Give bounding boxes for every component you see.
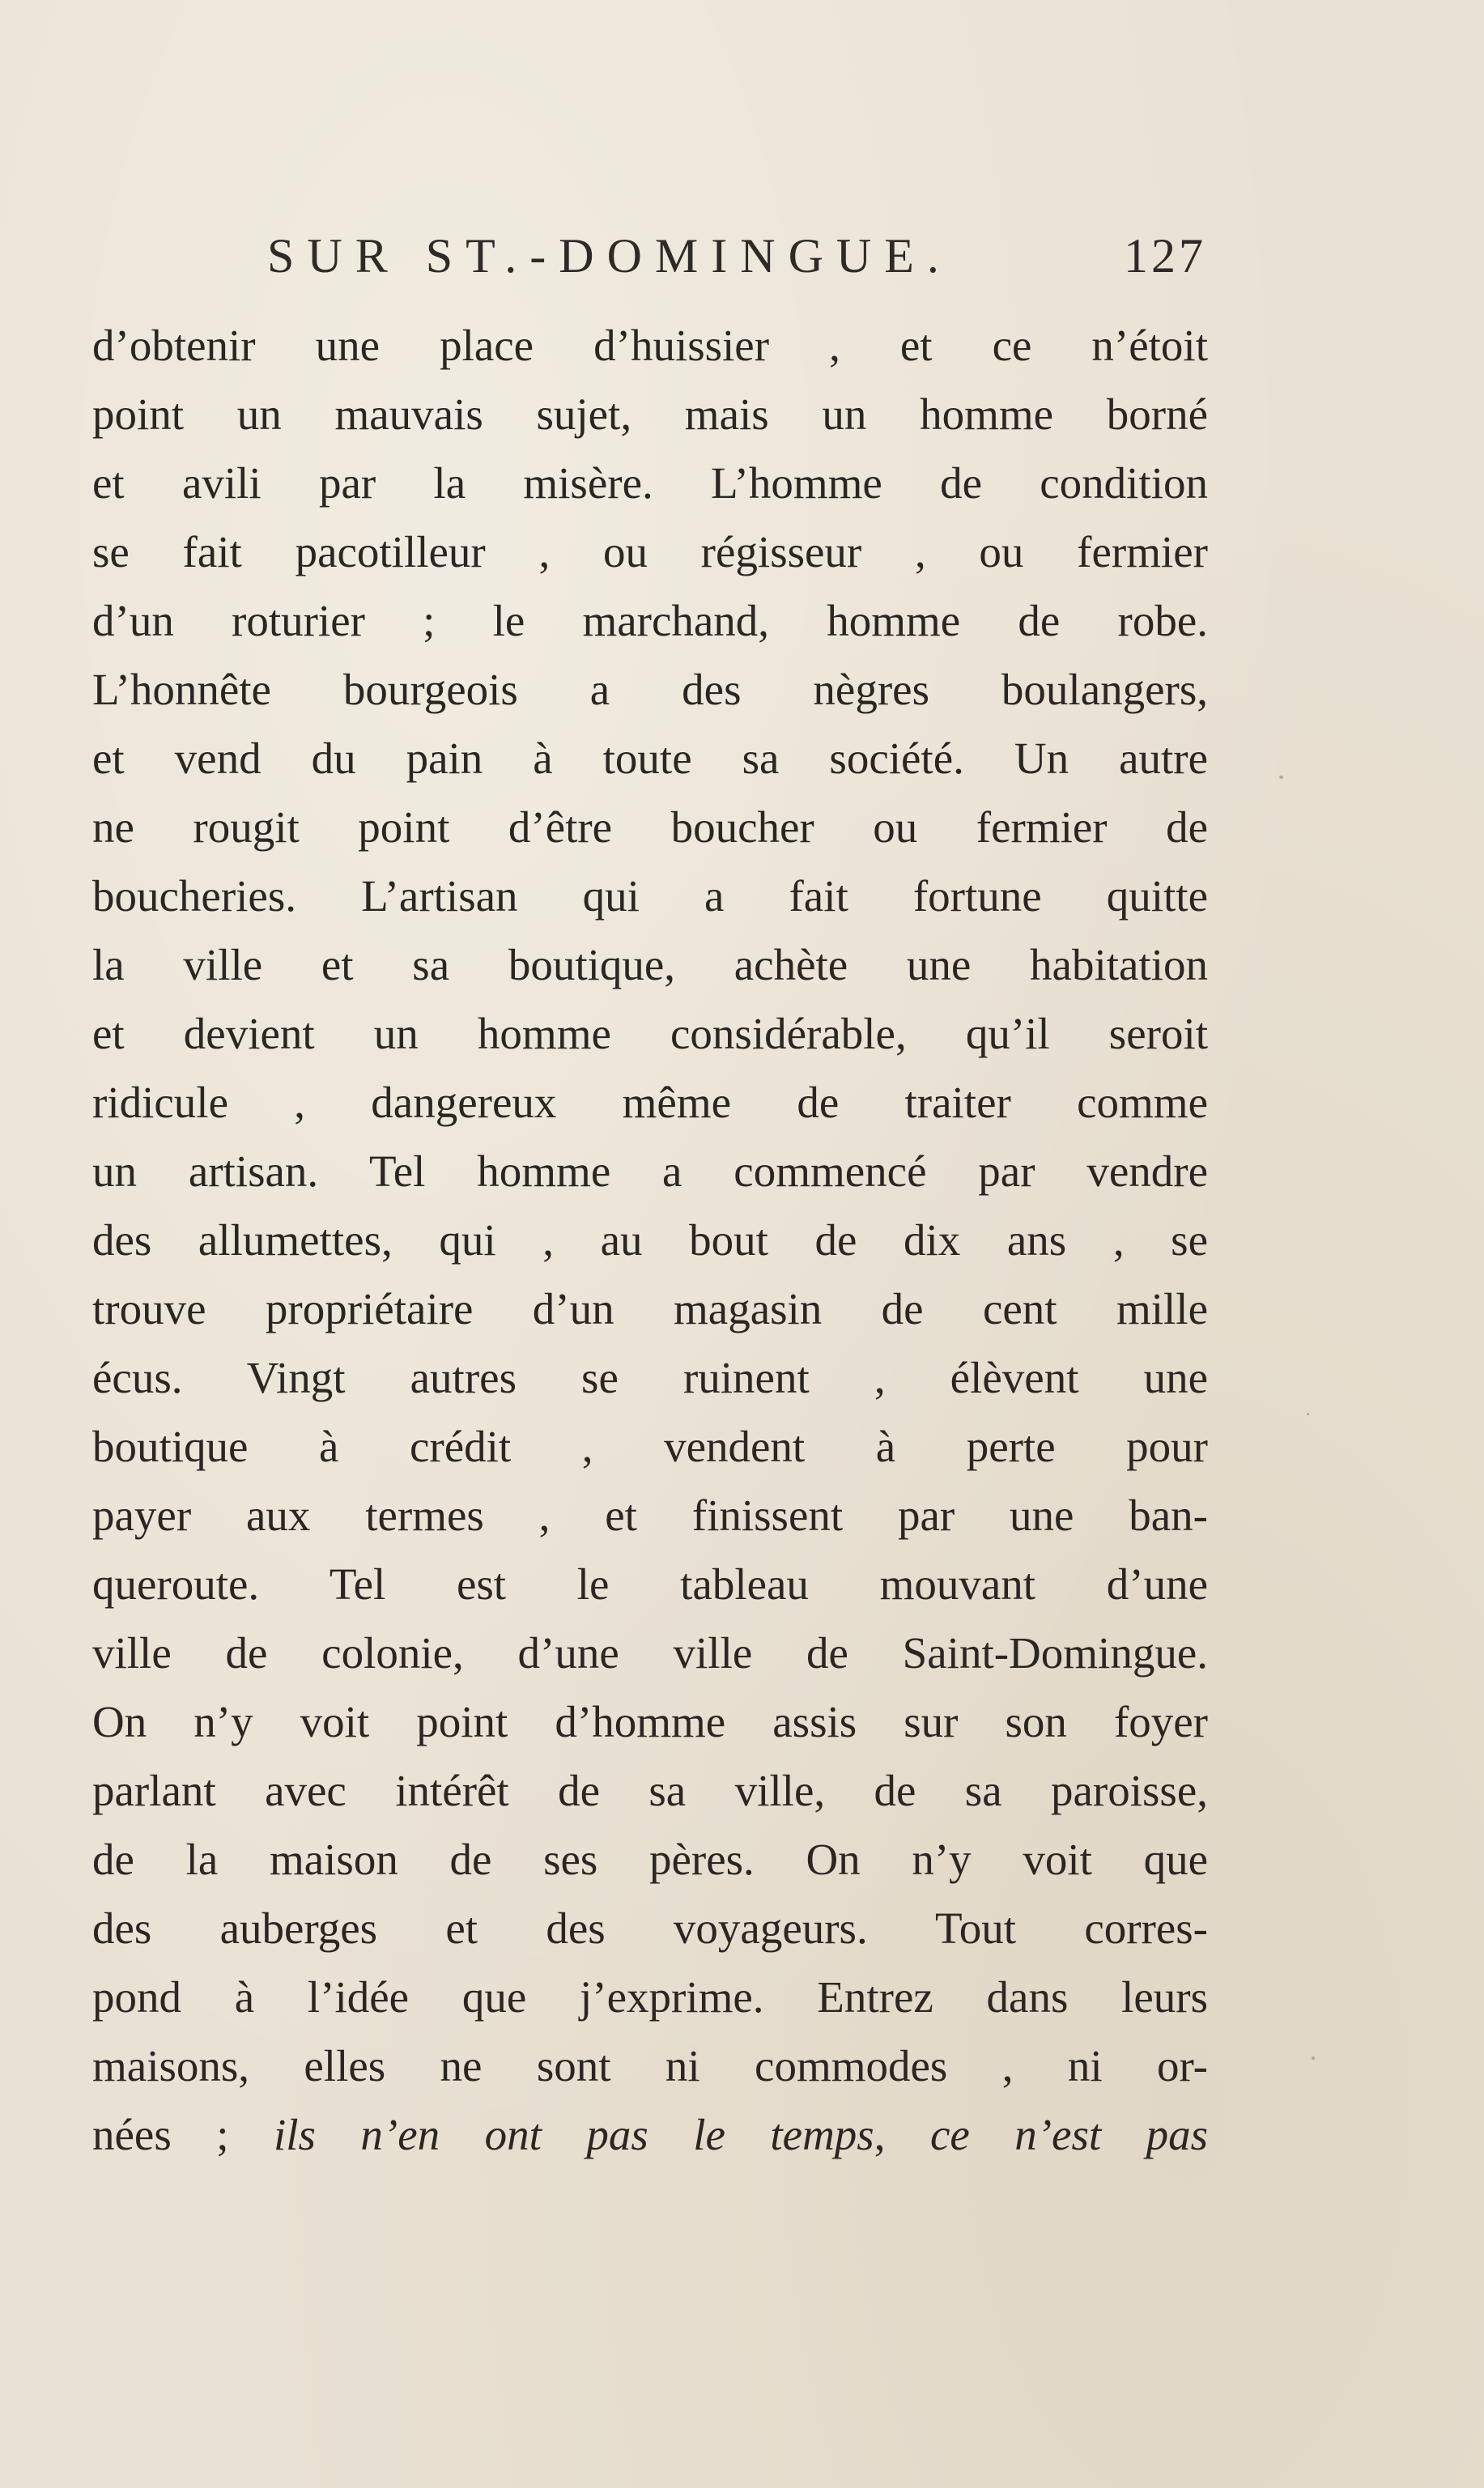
text-line: des auberges et des voyageurs. Tout corres- xyxy=(92,1903,1208,1953)
text-line: ville de colonie, d’une ville de Saint-Domingue. xyxy=(92,1628,1208,1678)
running-head-title: SUR ST.-DOMINGUE. xyxy=(267,229,952,283)
text-line-last xyxy=(92,2100,1208,2169)
text-line: d’obtenir une place d’huissier , et ce n’étoit xyxy=(92,321,1208,370)
body-text xyxy=(92,311,1208,2169)
text-line: écus. Vingt autres se ruinent , élèvent une xyxy=(92,1353,1208,1402)
text-line: et avili par la misère. L’homme de condition xyxy=(92,458,1208,508)
text-line: maisons, elles ne sont ni commodes , ni or- xyxy=(92,2041,1208,2090)
text-line: point un mauvais sujet, mais un homme borné xyxy=(92,389,1208,439)
text-line: trouve propriétaire d’un magasin de cent mille xyxy=(92,1284,1208,1333)
text-line: queroute. Tel est le tableau mouvant d’une xyxy=(92,1559,1208,1609)
text-line: d’un roturier ; le marchand, homme de robe. xyxy=(92,596,1208,645)
text-line: boucheries. L’artisan qui a fait fortune quitte xyxy=(92,871,1208,921)
text-italic: ce n’est pas xyxy=(929,2110,1209,2159)
text-line: payer aux termes , et finissent par une ban- xyxy=(92,1491,1208,1540)
page-number: 127 xyxy=(1124,229,1206,283)
text-line: la ville et sa boutique, achète une habitation xyxy=(92,940,1208,989)
text-line: On n’y voit point d’homme assis sur son foyer xyxy=(92,1697,1208,1746)
paper-speck xyxy=(1312,2056,1315,2060)
text-line: ridicule , dangereux même de traiter comme xyxy=(92,1078,1208,1127)
text-line: de la maison de ses pères. On n’y voit que xyxy=(92,1835,1208,1884)
text-italic: ils n’en ont pas le temps xyxy=(273,2110,874,2159)
text-line: se fait pacotilleur , ou régisseur , ou fermier xyxy=(92,527,1208,576)
text-line: parlant avec intérêt de sa ville, de sa paroisse, xyxy=(92,1766,1208,1815)
text-line: et devient un homme considérable, qu’il seroit xyxy=(92,1009,1208,1058)
text-roman: nées ; xyxy=(92,2110,274,2159)
text-line: L’honnête bourgeois a des nègres boulangers, xyxy=(92,665,1208,714)
text-line: ne rougit point d’être boucher ou fermier de xyxy=(92,802,1208,852)
paper-speck xyxy=(1279,776,1283,779)
running-head xyxy=(267,228,1206,293)
text-line: boutique à crédit , vendent à perte pour xyxy=(92,1422,1208,1471)
text-line: des allumettes, qui , au bout de dix ans , se xyxy=(92,1215,1208,1265)
text-line: et vend du pain à toute sa société. Un autre xyxy=(92,734,1208,783)
text-line: pond à l’idée que j’exprime. Entrez dans leurs xyxy=(92,1972,1208,2022)
text-roman: , xyxy=(874,2110,930,2159)
text-line: un artisan. Tel homme a commencé par vendre xyxy=(92,1146,1208,1196)
paper-speck xyxy=(1307,1413,1309,1415)
